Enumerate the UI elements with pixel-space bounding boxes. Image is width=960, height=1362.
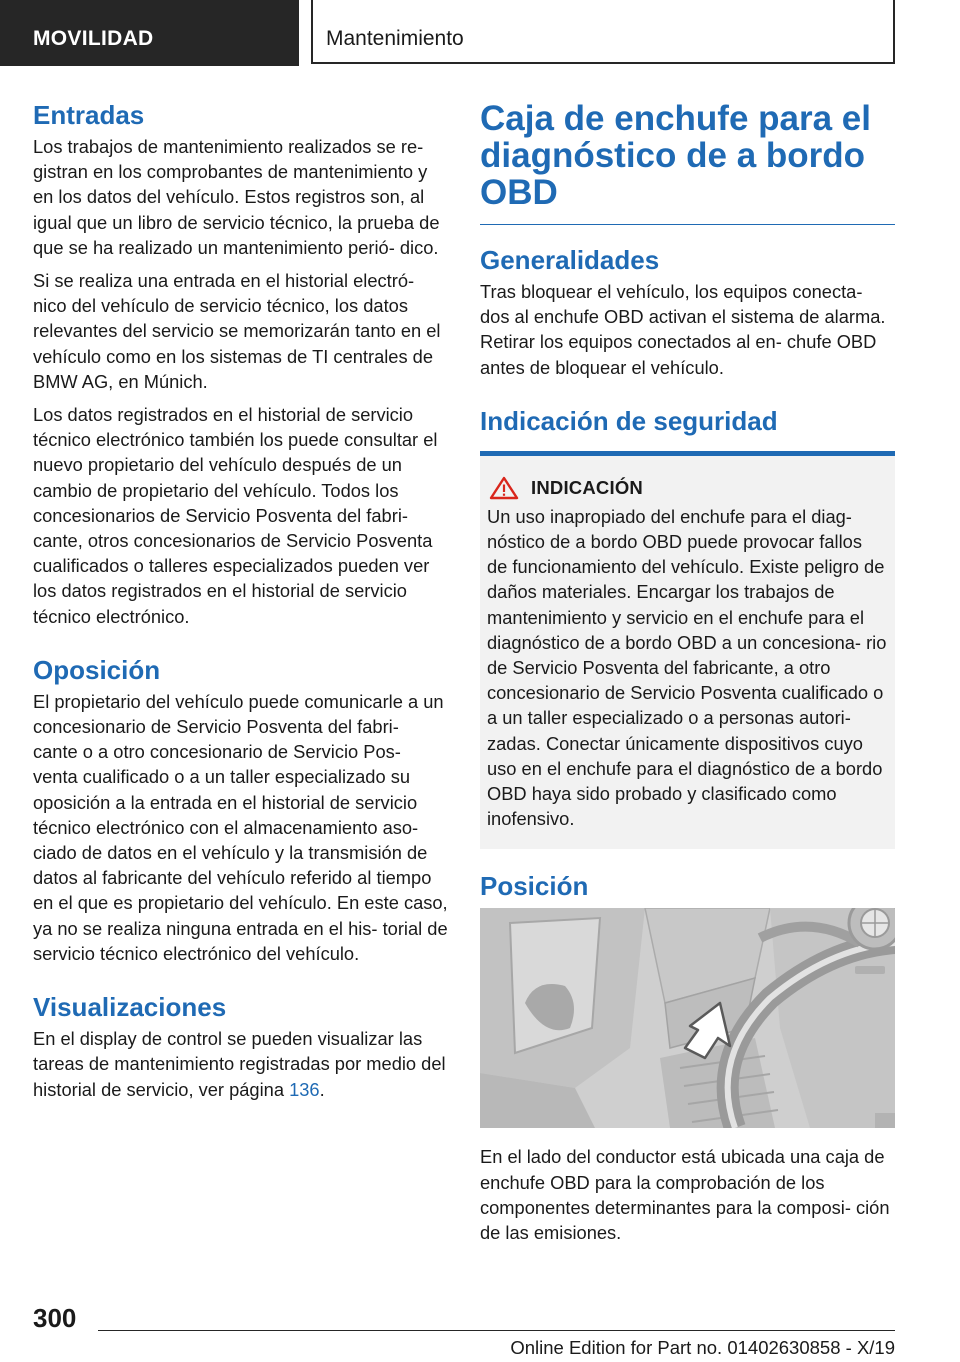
section-title-posicion: Posición [480,871,589,902]
entradas-paragraph-2: Si se realiza una entrada en el historial electró‐ nico del vehículo de servicio técnico, los datos relevantes del servicio se memorizarán tanto en el vehículo como en los sistemas de TI centrales de BMW AG, en Múnich. [33,270,441,392]
warning-text: Un uso inapropiado del enchufe para el diag‐ nóstico de a bordo OBD puede provocar fallos de funcionamiento del vehículo. Existe peligro de daños materiales. Encargar los trabajos de mantenimiento y servicio en el enchufe para el diagnóstico de a bordo OBD a un concesiona‐ rio de Servicio Posventa del fabricante, a otro concesionario de Servicio Posventa cualificado o a un taller especializado o a personas autori‐ zadas. Conectar únicamente dispositivos cuyo uso en el enchufe para el diagnóstico de a bordo OBD haya sido probado y clasificado como inofensivo. [487,505,887,830]
page-reference-link[interactable]: 136 [289,1078,320,1100]
entradas-paragraph-1: Los trabajos de mantenimiento realizados se re‐ gistran en los comprobantes de mantenimiento y en los datos del vehículo. Estos registros son, al igual que un libro de servicio técnico, la prueba de que se ha realizado un mantenimiento perió‐ dico. [33,136,440,258]
generalidades-paragraph: Tras bloquear el vehículo, los equipos conecta‐ dos al enchufe OBD activan el sistema de alarma. Retirar los equipos conectados al en‐ chufe OBD antes de bloquear el vehículo. [480,281,886,378]
page-number: 300 [33,1303,77,1333]
header-section-tab [0,0,299,66]
header-chapter-label: Mantenimiento [326,27,464,50]
section-title-seguridad: Indicación de seguridad [480,405,778,436]
visualizaciones-text: En el display de control se pueden visualizar las tareas de mantenimiento registradas por medio del historial de servicio, ver página [33,1028,446,1100]
section-title-visualizaciones: Visualizaciones [33,992,227,1023]
obd-location-illustration [480,908,895,1128]
posicion-paragraph: En el lado del conductor está ubicada una caja de enchufe OBD para la comprobación de los componentes determinantes para la composi‐ ción de las emisiones. [480,1146,890,1244]
section-title-entradas: Entradas [33,100,145,130]
footer-divider [98,1330,895,1331]
main-title: Caja de enchufe para el diagnóstico de a bordo OBD [480,99,871,212]
entradas-paragraph-3: Los datos registrados en el historial de servicio técnico electrónico también los puede consultar el nuevo propietario del vehículo después de un cambio de propietario del vehículo. Todos los concesionarios de Servicio Posventa del fabri‐ cante, otros concesionarios de Servicio Posventa cualificados o talleres especializados pueden ver los datos registrados en el historial de servicio técnico electrónico. [33,404,438,627]
header-chapter-tab [311,0,895,64]
right-column [480,100,895,1253]
warning-box [480,451,895,850]
visualizaciones-paragraph [33,1026,448,1102]
section-title-oposicion: Oposición [33,654,161,685]
footer-edition-text: Online Edition for Part no. 01402630858 - X/19 [510,1337,895,1358]
warning-header [487,476,887,500]
title-divider [480,224,895,225]
warning-triangle-icon [489,476,519,500]
oposicion-paragraph: El propietario del vehículo puede comunicarle a un concesionario de Servicio Posventa del fabri‐ cante o a otro concesionario de Servicio Pos‐ venta cualificado o a un taller especializado su oposición a la entrada en el historial de servicio técnico electrónico con el almacenamiento aso‐ ciado de datos en el vehículo y la transmisión de datos al fabricante del vehículo referido al tiempo en el que es propietario del vehículo. En este caso, ya no se realiza ninguna entrada en el his‐ torial de servicio técnico electrónico del vehículo. [33,690,448,964]
header-section-label: MOVILIDAD [33,27,154,50]
warning-label: INDICACIÓN [531,476,643,498]
visualizaciones-suffix: . [319,1078,325,1100]
left-column [33,100,448,1110]
section-title-generalidades: Generalidades [480,245,660,275]
